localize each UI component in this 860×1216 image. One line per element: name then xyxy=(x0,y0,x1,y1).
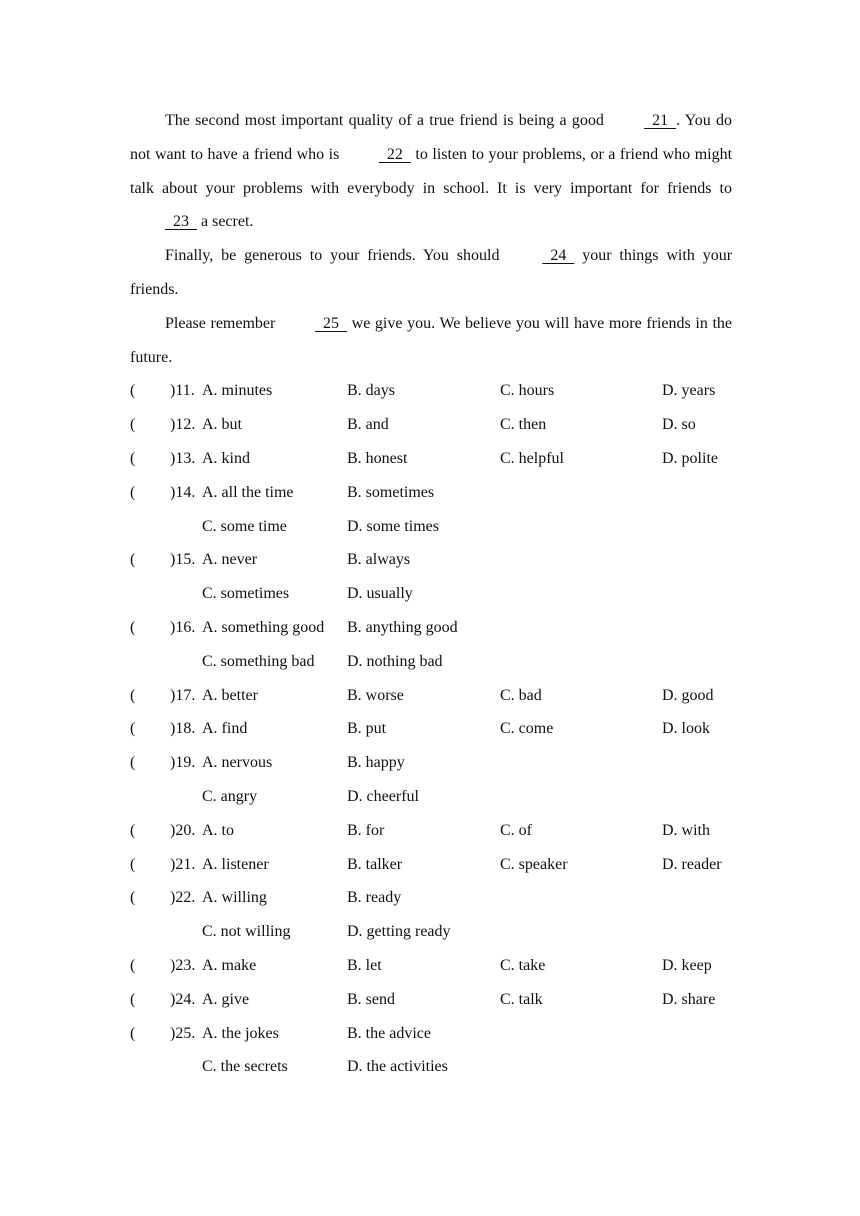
option-b: B. and xyxy=(347,416,389,434)
answer-paren-close: )12. xyxy=(170,416,196,434)
question-row xyxy=(130,814,732,848)
question-row xyxy=(130,374,732,408)
answer-paren-close: )17. xyxy=(170,686,196,704)
option-a: A. give xyxy=(202,990,250,1008)
answer-paren-close: )14. xyxy=(170,483,196,501)
answer-paren-open: ( xyxy=(130,618,136,636)
question-row xyxy=(130,476,732,510)
answer-paren-open: ( xyxy=(130,754,136,772)
question-row xyxy=(130,746,732,780)
question-row xyxy=(130,1017,732,1051)
answer-paren-close: )20. xyxy=(170,821,196,839)
passage-text: Finally, be generous to your friends. You should xyxy=(165,247,500,265)
option-a: A. something good xyxy=(202,618,325,636)
answer-paren-open: ( xyxy=(130,889,136,907)
option-a: A. listener xyxy=(202,855,269,873)
question-number: 14 xyxy=(175,483,192,501)
option-b: B. sometimes xyxy=(347,483,435,501)
question-row-continued xyxy=(130,1050,732,1084)
question-number: 13 xyxy=(175,449,192,467)
answer-paren-open: ( xyxy=(130,449,136,467)
passage-paragraph-3 xyxy=(130,307,732,375)
option-d: D. reader xyxy=(662,855,722,873)
question-number: 11 xyxy=(175,382,191,400)
passage-text: a secret. xyxy=(201,213,254,231)
blank-24: 24 xyxy=(542,247,575,265)
option-a: A. minutes xyxy=(202,382,273,400)
worksheet-page xyxy=(130,104,732,1084)
answer-paren-close: )23. xyxy=(170,956,196,974)
answer-paren-close: )15. xyxy=(170,551,196,569)
answer-paren-close: )25. xyxy=(170,1024,196,1042)
question-number: 22 xyxy=(175,889,192,907)
answer-paren-close: )21. xyxy=(170,855,196,873)
question-number: 19 xyxy=(175,754,192,772)
question-number: 17 xyxy=(175,686,192,704)
question-row-continued xyxy=(130,577,732,611)
option-a: A. never xyxy=(202,551,258,569)
option-d: D. good xyxy=(662,686,714,704)
option-c: C. bad xyxy=(500,686,542,704)
question-row-continued xyxy=(130,780,732,814)
question-number: 20 xyxy=(175,821,192,839)
question-row xyxy=(130,949,732,983)
option-d: D. polite xyxy=(662,449,718,467)
blank-25: 25 xyxy=(315,314,347,332)
passage-text: . You do not want to have a friend who is xyxy=(130,112,732,163)
passage-text: we give you. We believe you will have more friends in the future. xyxy=(130,314,733,366)
answer-paren-open: ( xyxy=(130,416,136,434)
option-b: B. the advice xyxy=(347,1024,431,1042)
option-c: C. speaker xyxy=(500,855,568,873)
option-b: B. send xyxy=(347,990,395,1008)
option-b: B. put xyxy=(347,720,387,738)
answer-paren-open: ( xyxy=(130,720,136,738)
option-d: D. the activities xyxy=(347,1058,448,1076)
option-a: A. nervous xyxy=(202,754,273,772)
option-a: A. the jokes xyxy=(202,1024,279,1042)
question-row xyxy=(130,983,732,1017)
question-row-continued xyxy=(130,915,732,949)
question-row xyxy=(130,881,732,915)
option-d: D. share xyxy=(662,990,716,1008)
question-row xyxy=(130,712,732,746)
option-d: D. keep xyxy=(662,956,712,974)
answer-paren-close: )18. xyxy=(170,720,196,738)
option-a: A. willing xyxy=(202,889,267,907)
option-b: B. happy xyxy=(347,754,405,772)
option-b: B. for xyxy=(347,821,385,839)
option-d: D. usually xyxy=(347,585,413,603)
question-row xyxy=(130,679,732,713)
option-b: B. anything good xyxy=(347,618,458,636)
option-b: B. worse xyxy=(347,686,404,704)
option-c: C. some time xyxy=(202,517,287,535)
question-number: 12 xyxy=(175,416,192,434)
question-number: 16 xyxy=(175,618,192,636)
answer-paren-open: ( xyxy=(130,821,136,839)
answer-paren-open: ( xyxy=(130,1024,136,1042)
option-a: A. all the time xyxy=(202,483,294,501)
option-d: D. some times xyxy=(347,517,439,535)
option-b: B. ready xyxy=(347,889,402,907)
option-c: C. come xyxy=(500,720,554,738)
question-row-continued xyxy=(130,645,732,679)
question-number: 21 xyxy=(175,855,192,873)
option-a: A. better xyxy=(202,686,258,704)
option-c: C. sometimes xyxy=(202,585,290,603)
answer-paren-open: ( xyxy=(130,990,136,1008)
option-d: D. look xyxy=(662,720,710,738)
question-row-continued xyxy=(130,510,732,544)
passage-text: your things with your friends. xyxy=(130,247,733,298)
option-c: C. something bad xyxy=(202,652,315,670)
option-a: A. find xyxy=(202,720,248,738)
question-number: 25 xyxy=(175,1024,192,1042)
answer-paren-close: )22. xyxy=(170,889,196,907)
answer-paren-open: ( xyxy=(130,483,136,501)
passage-text: The second most important quality of a true friend is being a good xyxy=(165,112,604,129)
passage-paragraph-1 xyxy=(130,104,732,239)
answer-paren-open: ( xyxy=(130,956,136,974)
question-number: 24 xyxy=(175,990,192,1008)
option-d: D. nothing bad xyxy=(347,652,443,670)
option-a: A. kind xyxy=(202,449,250,467)
option-c: C. take xyxy=(500,956,546,974)
answer-paren-close: )16. xyxy=(170,618,196,636)
option-c: C. not willing xyxy=(202,923,291,941)
blank-22: 22 xyxy=(378,145,411,163)
answer-paren-open: ( xyxy=(130,551,136,569)
question-number: 18 xyxy=(175,720,192,738)
passage-text: to listen to your problems, or a friend who might talk about your problems with everybody in school. It is very important for friends to xyxy=(130,145,733,197)
option-d: D. years xyxy=(662,382,716,400)
question-row xyxy=(130,848,732,882)
answer-paren-open: ( xyxy=(130,855,136,873)
answer-paren-open: ( xyxy=(130,686,136,704)
option-c: C. hours xyxy=(500,382,555,400)
answer-paren-close: )24. xyxy=(170,990,196,1008)
answer-paren-close: )19. xyxy=(170,754,196,772)
answer-paren-close: )13. xyxy=(170,449,196,467)
option-d: D. so xyxy=(662,416,696,434)
option-c: C. of xyxy=(500,821,532,839)
answer-paren-close: )11. xyxy=(170,382,195,400)
passage-text: Please remember xyxy=(165,314,276,332)
question-row xyxy=(130,408,732,442)
option-c: C. then xyxy=(500,416,547,434)
option-b: B. talker xyxy=(347,855,403,873)
option-b: B. always xyxy=(347,551,411,569)
option-d: D. getting ready xyxy=(347,923,451,941)
passage-paragraph-2 xyxy=(130,239,732,307)
option-d: D. cheerful xyxy=(347,787,419,805)
blank-23: 23 xyxy=(165,213,197,231)
option-c: C. the secrets xyxy=(202,1058,288,1076)
question-row xyxy=(130,543,732,577)
option-b: B. let xyxy=(347,956,382,974)
option-a: A. to xyxy=(202,821,234,839)
option-b: B. honest xyxy=(347,449,408,467)
question-number: 23 xyxy=(175,956,192,974)
option-a: A. but xyxy=(202,416,242,434)
option-c: C. talk xyxy=(500,990,543,1008)
option-c: C. angry xyxy=(202,787,258,805)
blank-21: 21 xyxy=(644,112,677,129)
option-c: C. helpful xyxy=(500,449,564,467)
question-row xyxy=(130,611,732,645)
option-d: D. with xyxy=(662,821,710,839)
option-b: B. days xyxy=(347,382,395,400)
question-row xyxy=(130,442,732,476)
question-list xyxy=(130,374,732,1084)
question-number: 15 xyxy=(175,551,192,569)
answer-paren-open: ( xyxy=(130,382,136,400)
option-a: A. make xyxy=(202,956,257,974)
